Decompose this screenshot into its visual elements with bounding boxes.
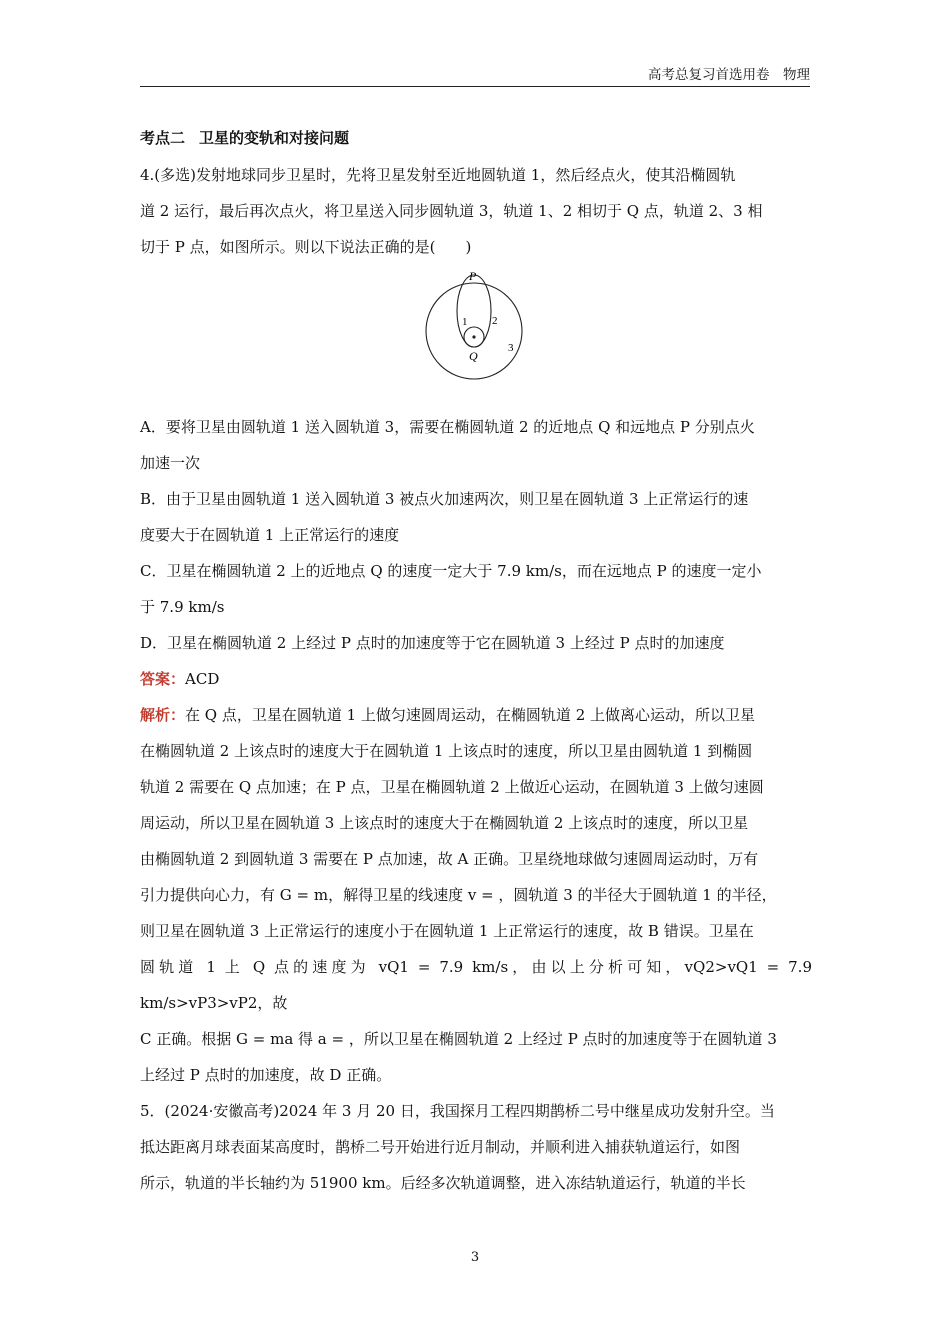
earth-dot xyxy=(472,335,475,338)
question-line: 切于 P 点，如图所示。则以下说法正确的是( ) xyxy=(140,238,472,256)
orbit-figure xyxy=(140,271,812,381)
answer-value: ACD xyxy=(185,670,220,688)
orbit-diagram xyxy=(416,271,536,381)
option-line: D．卫星在椭圆轨道 2 上经过 P 点时的加速度等于它在圆轨道 3 上经过 P 点时的加速度 xyxy=(140,634,725,652)
explanation-text: 在 Q 点，卫星在圆轨道 1 上做匀速圆周运动，在椭圆轨道 2 上做离心运动，所以卫星 xyxy=(185,706,756,724)
label-1: 1 xyxy=(462,316,468,328)
explanation-label: 解析： xyxy=(140,706,186,724)
section-title-number: 考点二 xyxy=(140,129,186,147)
explanation-line: 圆轨道 1 上 Q 点的速度为 vQ1 = 7.9 km/s，由以上分析可知，vQ2>vQ1 = 7.9 km/s>vP3>vP2，故 xyxy=(140,958,812,1012)
question-line: 抵达距离月球表面某高度时，鹊桥二号开始进行近月制动，并顺利进入捕获轨道运行，如图 xyxy=(140,1138,741,1156)
header-text: 高考总复习首选用卷 物理 xyxy=(648,67,810,83)
explanation-line: C 正确。根据 G = ma 得 a = ，所以卫星在椭圆轨道 2 上经过 P 点时的加速度等于在圆轨道 3 xyxy=(140,1030,777,1048)
explanation-line: 周运动，所以卫星在圆轨道 3 上该点时的速度大于在椭圆轨道 2 上该点时的速度，所以卫星 xyxy=(140,814,749,832)
page-header xyxy=(140,66,810,87)
orbit-3-circle xyxy=(426,283,522,379)
question-4-stem xyxy=(140,157,812,265)
page-number: 3 xyxy=(470,1250,480,1265)
question-5-stem xyxy=(140,1093,812,1201)
section-title xyxy=(140,123,812,153)
explanation-line: 引力提供向心力，有 G = m，解得卫星的线速度 v = ，圆轨道 3 的半径大于圆轨道 1 的半径， xyxy=(140,886,777,904)
question-line: 所示，轨道的半长轴约为 51900 km。后经多次轨道调整，进入冻结轨道运行，轨道的半长 xyxy=(140,1174,746,1192)
answer-line xyxy=(140,661,812,697)
explanation-line: 轨道 2 需要在 Q 点加速；在 P 点，卫星在椭圆轨道 2 上做近心运动，在圆轨道 3 上做匀速圆 xyxy=(140,778,764,796)
option-line: C．卫星在椭圆轨道 2 上的近地点 Q 的速度一定大于 7.9 km/s，而在远地点 P 的速度一定小 xyxy=(140,562,762,580)
explanation-line xyxy=(140,697,812,733)
question-4-options xyxy=(140,409,812,661)
option-line: 于 7.9 km/s xyxy=(140,598,225,616)
label-q: Q xyxy=(469,349,478,363)
explanation-line: 在椭圆轨道 2 上该点时的速度大于在圆轨道 1 上该点时的速度，所以卫星由圆轨道 1 到椭圆 xyxy=(140,742,753,760)
label-2: 2 xyxy=(492,315,498,327)
question-line: 道 2 运行，最后再次点火，将卫星送入同步圆轨道 3，轨道 1、2 相切于 Q 点，轨道 2、3 相 xyxy=(140,202,763,220)
explanation xyxy=(140,697,812,1093)
page-content xyxy=(140,123,812,1201)
question-line: 5．(2024·安徽高考)2024 年 3 月 20 日，我国探月工程四期鹊桥二号中继星成功发射升空。当 xyxy=(140,1102,775,1120)
explanation-line: 则卫星在圆轨道 3 上正常运行的速度小于在圆轨道 1 上正常运行的速度，故 B 错误。卫星在 xyxy=(140,922,754,940)
option-line: B．由于卫星由圆轨道 1 送入圆轨道 3 被点火加速两次，则卫星在圆轨道 3 上正常运行的速 xyxy=(140,490,749,508)
label-p: P xyxy=(469,271,477,283)
label-3: 3 xyxy=(508,342,514,354)
question-line: 4.(多选)发射地球同步卫星时，先将卫星发射至近地圆轨道 1，然后经点火，使其沿椭圆轨 xyxy=(140,166,736,184)
option-line: 加速一次 xyxy=(140,454,201,472)
explanation-line: 上经过 P 点时的加速度，故 D 正确。 xyxy=(140,1066,392,1084)
answer-label: 答案： xyxy=(140,670,186,688)
section-title-text: 卫星的变轨和对接问题 xyxy=(199,129,350,147)
explanation-line: 由椭圆轨道 2 到圆轨道 3 需要在 P 点加速，故 A 正确。卫星绕地球做匀速圆周运动时，万有 xyxy=(140,850,759,868)
option-line: 度要大于在圆轨道 1 上正常运行的速度 xyxy=(140,526,400,544)
option-line: A．要将卫星由圆轨道 1 送入圆轨道 3，需要在椭圆轨道 2 的近地点 Q 和远地点 P 分别点火 xyxy=(140,418,755,436)
